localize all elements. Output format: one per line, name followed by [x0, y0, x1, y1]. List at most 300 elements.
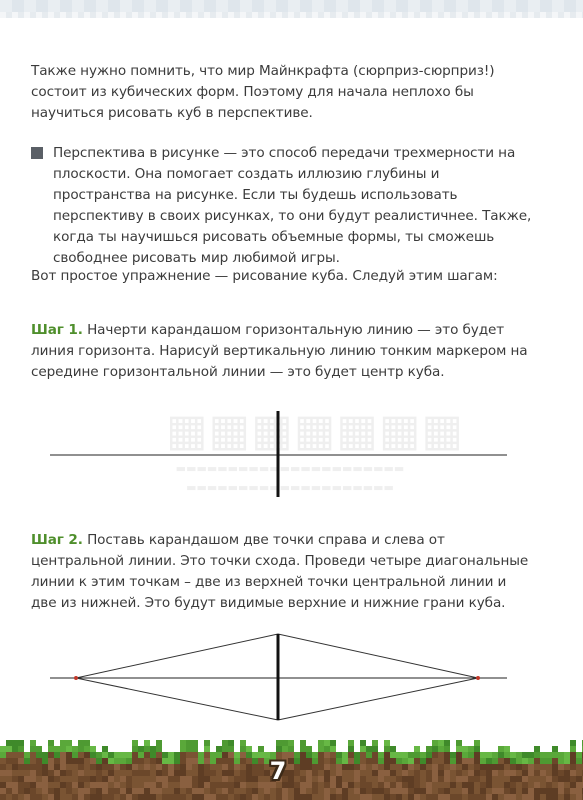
ground-tile: [540, 794, 546, 800]
ground-tile: [444, 752, 450, 758]
ground-tile: [114, 782, 120, 788]
ground-tile: [204, 752, 210, 758]
ground-tile: [234, 770, 240, 776]
ground-tile: [366, 776, 372, 782]
ground-tile: [390, 782, 396, 788]
ground-tile: [492, 764, 498, 770]
ground-tile: [84, 764, 90, 770]
ground-tile: [276, 794, 282, 800]
ground-tile: [192, 746, 198, 752]
ground-tile: [6, 746, 12, 752]
ground-tile: [72, 764, 78, 770]
ground-tile: [288, 740, 294, 746]
ground-tile: [552, 764, 558, 770]
ground-tile: [492, 758, 498, 764]
ground-tile: [438, 764, 444, 770]
ground-tile: [318, 776, 324, 782]
ground-tile: [474, 794, 480, 800]
ground-tile: [144, 752, 150, 758]
ground-tile: [552, 758, 558, 764]
ground-tile: [480, 776, 486, 782]
ground-tile: [90, 794, 96, 800]
ground-tile: [348, 764, 354, 770]
ground-tile: [384, 776, 390, 782]
ground-tile: [222, 770, 228, 776]
ground-tile: [540, 770, 546, 776]
ground-tile: [60, 782, 66, 788]
ground-tile: [48, 758, 54, 764]
ground-tile: [162, 788, 168, 794]
ground-tile: [132, 758, 138, 764]
ground-tile: [312, 788, 318, 794]
ground-tile: [6, 776, 12, 782]
ground-tile: [378, 776, 384, 782]
ground-tile: [384, 770, 390, 776]
ground-tile: [408, 782, 414, 788]
ground-tile: [234, 782, 240, 788]
ground-tile: [402, 752, 408, 758]
ground-tile: [330, 758, 336, 764]
ground-tile: [156, 782, 162, 788]
ground-tile: [390, 794, 396, 800]
ground-tile: [210, 770, 216, 776]
ground-tile: [222, 746, 228, 752]
ground-tile: [318, 764, 324, 770]
ground-tile: [330, 788, 336, 794]
ground-tile: [504, 770, 510, 776]
ground-tile: [420, 764, 426, 770]
ground-tile: [534, 776, 540, 782]
ground-tile: [156, 764, 162, 770]
ground-tile: [162, 794, 168, 800]
ground-tile: [522, 752, 528, 758]
ground-tile: [6, 752, 12, 758]
ground-tile: [396, 776, 402, 782]
ground-tile: [306, 758, 312, 764]
ground-tile: [408, 776, 414, 782]
ground-tile: [240, 776, 246, 782]
ground-tile: [396, 794, 402, 800]
ground-tile: [564, 788, 570, 794]
ground-tile: [192, 770, 198, 776]
ground-tile: [138, 788, 144, 794]
ground-tile: [468, 782, 474, 788]
ground-tile: [558, 776, 564, 782]
ground-tile: [54, 746, 60, 752]
ground-tile: [486, 776, 492, 782]
ground-tile: [396, 782, 402, 788]
ground-tile: [324, 788, 330, 794]
ground-tile: [144, 758, 150, 764]
ground-tile: [504, 764, 510, 770]
ground-tile: [30, 746, 36, 752]
ground-tile: [108, 782, 114, 788]
ground-tile: [498, 764, 504, 770]
ground-tile: [90, 758, 96, 764]
ground-tile: [360, 776, 366, 782]
ground-tile: [534, 788, 540, 794]
ground-tile: [180, 758, 186, 764]
ground-tile: [540, 782, 546, 788]
ground-tile: [108, 788, 114, 794]
ground-tile: [366, 782, 372, 788]
ground-tile: [486, 794, 492, 800]
ground-tile: [474, 782, 480, 788]
ground-tile: [372, 752, 378, 758]
ground-tile: [150, 788, 156, 794]
ground-tile: [6, 788, 12, 794]
ground-tile: [138, 764, 144, 770]
ground-tile: [396, 764, 402, 770]
ground-tile: [156, 758, 162, 764]
ground-tile: [312, 782, 318, 788]
ground-tile: [246, 788, 252, 794]
left-vanishing-point: [74, 676, 78, 680]
ground-tile: [12, 758, 18, 764]
ground-tile: [570, 770, 576, 776]
ground-tile: [324, 746, 330, 752]
ground-tile: [144, 746, 150, 752]
ground-tile: [60, 788, 66, 794]
ground-tile: [210, 788, 216, 794]
ground-tile: [24, 764, 30, 770]
ground-tile: [474, 776, 480, 782]
ground-tile: [420, 758, 426, 764]
ground-tile: [12, 764, 18, 770]
ground-tile: [426, 788, 432, 794]
ground-tile: [504, 776, 510, 782]
ground-tile: [384, 764, 390, 770]
ground-tile: [474, 788, 480, 794]
ground-tile: [294, 770, 300, 776]
ground-tile: [426, 764, 432, 770]
ground-tile: [192, 764, 198, 770]
ground-tile: [96, 782, 102, 788]
ground-tile: [438, 776, 444, 782]
ground-tile: [402, 794, 408, 800]
ground-tile: [132, 782, 138, 788]
ground-tile: [18, 782, 24, 788]
ground-tile: [480, 794, 486, 800]
ground-tile: [492, 752, 498, 758]
ground-tile: [42, 776, 48, 782]
ground-tile: [570, 776, 576, 782]
ground-tile: [168, 758, 174, 764]
ground-tile: [336, 794, 342, 800]
ground-tile: [540, 758, 546, 764]
ground-tile: [288, 788, 294, 794]
ground-tile: [54, 782, 60, 788]
ground-tile: [534, 752, 540, 758]
ground-tile: [300, 788, 306, 794]
ground-tile: [18, 746, 24, 752]
ground-tile: [480, 770, 486, 776]
ground-tile: [378, 782, 384, 788]
ground-tile: [252, 776, 258, 782]
ground-tile: [258, 788, 264, 794]
exercise-intro: Вот простое упражнение — рисование куба. Следуй этим шагам:: [31, 268, 498, 284]
ground-tile: [342, 764, 348, 770]
ground-tile: [558, 782, 564, 788]
ground-tile: [66, 758, 72, 764]
ground-tile: [348, 794, 354, 800]
ground-tile: [216, 746, 222, 752]
ground-tile: [156, 770, 162, 776]
ground-tile: [60, 752, 66, 758]
ground-tile: [354, 788, 360, 794]
ground-tile: [18, 770, 24, 776]
ground-tile: [60, 740, 66, 746]
step-2: [31, 530, 531, 614]
ground-tile: [228, 770, 234, 776]
ground-tile: [366, 788, 372, 794]
ground-tile: [240, 788, 246, 794]
ground-tile: [534, 782, 540, 788]
ground-tile: [78, 776, 84, 782]
ground-tile: [126, 782, 132, 788]
ground-tile: [558, 794, 564, 800]
ground-tile: [210, 758, 216, 764]
ground-tile: [162, 776, 168, 782]
ground-tile: [438, 782, 444, 788]
ground-tile: [54, 770, 60, 776]
ground-tile: [498, 782, 504, 788]
ground-tile: [498, 770, 504, 776]
ground-tile: [12, 782, 18, 788]
ground-tile: [24, 758, 30, 764]
ground-tile: [318, 740, 324, 746]
ground-tile: [378, 758, 384, 764]
ground-tile: [54, 752, 60, 758]
ground-tile: [468, 764, 474, 770]
diagonal-bottom-right: [278, 678, 478, 720]
ground-tile: [162, 752, 168, 758]
ground-tile: [126, 788, 132, 794]
ground-tile: [426, 794, 432, 800]
ground-tile: [150, 758, 156, 764]
ground-tile: [0, 794, 6, 800]
ground-tile: [558, 770, 564, 776]
ground-tile: [282, 740, 288, 746]
ground-tile: [174, 752, 180, 758]
ground-tile: [390, 764, 396, 770]
ground-tile: [516, 794, 522, 800]
ground-tile: [306, 764, 312, 770]
ground-tile: [114, 788, 120, 794]
ground-tile: [216, 764, 222, 770]
ground-tile: [468, 752, 474, 758]
ground-tile: [150, 752, 156, 758]
ground-tile: [498, 788, 504, 794]
ground-tile: [72, 746, 78, 752]
ground-tile: [198, 788, 204, 794]
ground-tile: [180, 752, 186, 758]
ground-tile: [306, 782, 312, 788]
ground-tile: [420, 776, 426, 782]
ground-tile: [504, 794, 510, 800]
ground-tile: [390, 770, 396, 776]
ground-tile: [0, 764, 6, 770]
ground-tile: [36, 776, 42, 782]
ground-tile: [186, 776, 192, 782]
ground-tile: [6, 764, 12, 770]
ground-tile: [186, 746, 192, 752]
ground-tile: [318, 794, 324, 800]
ground-tile: [198, 764, 204, 770]
ground-tile: [126, 752, 132, 758]
ground-tile: [300, 782, 306, 788]
ground-tile: [342, 788, 348, 794]
ground-tile: [510, 776, 516, 782]
ground-tile: [210, 752, 216, 758]
ground-tile: [516, 764, 522, 770]
ground-tile: [300, 776, 306, 782]
ground-tile: [426, 782, 432, 788]
ground-tile: [42, 770, 48, 776]
ground-tile: [576, 770, 582, 776]
ground-tile: [156, 788, 162, 794]
ground-tile: [150, 764, 156, 770]
ground-tile: [36, 794, 42, 800]
ground-tile: [102, 758, 108, 764]
ground-tile: [486, 782, 492, 788]
ground-tile: [462, 764, 468, 770]
ground-tile: [336, 770, 342, 776]
ground-tile: [192, 752, 198, 758]
ground-tile: [438, 788, 444, 794]
ground-tile: [468, 758, 474, 764]
ground-tile: [366, 752, 372, 758]
ground-tile: [222, 776, 228, 782]
ground-tile: [528, 770, 534, 776]
ground-tile: [108, 770, 114, 776]
ground-tile: [204, 764, 210, 770]
ground-tile: [240, 782, 246, 788]
ground-tile: [552, 746, 558, 752]
ground-tile: [168, 794, 174, 800]
ground-tile: [114, 764, 120, 770]
ground-tile: [174, 770, 180, 776]
ground-tile: [222, 782, 228, 788]
ground-tile: [246, 782, 252, 788]
ground-tile: [366, 794, 372, 800]
ground-tile: [30, 764, 36, 770]
ground-tile: [462, 758, 468, 764]
ground-tile: [264, 788, 270, 794]
ground-tile: [66, 782, 72, 788]
ground-tile: [276, 740, 282, 746]
ground-tile: [186, 770, 192, 776]
ground-tile: [72, 776, 78, 782]
ground-tile: [504, 752, 510, 758]
ground-tile: [84, 740, 90, 746]
ground-tile: [66, 770, 72, 776]
ground-tile: [432, 746, 438, 752]
ground-tile: [72, 788, 78, 794]
step-2-figure: [0, 628, 583, 728]
ground-tile: [12, 788, 18, 794]
ground-tile: [36, 764, 42, 770]
ground-tile: [72, 770, 78, 776]
ground-tile: [192, 788, 198, 794]
ground-tile: [228, 740, 234, 746]
ground-tile: [558, 758, 564, 764]
ground-tile: [66, 746, 72, 752]
ground-tile: [252, 764, 258, 770]
ground-tile: [522, 794, 528, 800]
ground-tile: [246, 758, 252, 764]
ground-tile: [66, 764, 72, 770]
ground-tile: [18, 752, 24, 758]
ground-tile: [288, 794, 294, 800]
ground-tile: [102, 764, 108, 770]
ground-tile: [486, 788, 492, 794]
ground-tile: [138, 752, 144, 758]
ground-tile: [474, 764, 480, 770]
ground-tile: [144, 776, 150, 782]
ground-tile: [120, 770, 126, 776]
ground-tile: [426, 776, 432, 782]
ground-tile: [384, 758, 390, 764]
ground-tile: [252, 782, 258, 788]
ground-tile: [30, 794, 36, 800]
ground-tile: [228, 746, 234, 752]
ground-tile: [420, 794, 426, 800]
ground-tile: [180, 794, 186, 800]
ground-tile: [534, 764, 540, 770]
ground-tile: [90, 776, 96, 782]
ground-tile: [522, 776, 528, 782]
ground-tile: [12, 776, 18, 782]
ground-tile: [138, 758, 144, 764]
ground-tile: [534, 746, 540, 752]
ground-tile: [78, 740, 84, 746]
ground-tile: [216, 788, 222, 794]
ground-tile: [498, 776, 504, 782]
ground-tile: [48, 776, 54, 782]
ground-tile: [540, 752, 546, 758]
ground-tile: [456, 764, 462, 770]
ground-tile: [42, 764, 48, 770]
ground-tile: [30, 788, 36, 794]
ground-tile: [180, 746, 186, 752]
ground-tile: [72, 758, 78, 764]
ground-tile: [420, 782, 426, 788]
ground-tile: [546, 776, 552, 782]
ground-tile: [186, 794, 192, 800]
ground-tile: [120, 794, 126, 800]
ground-tile: [240, 794, 246, 800]
ground-tile: [36, 758, 42, 764]
ground-tile: [102, 752, 108, 758]
ground-tile: [48, 746, 54, 752]
ground-tile: [18, 794, 24, 800]
ground-tile: [132, 752, 138, 758]
ground-tile: [102, 746, 108, 752]
ground-tile: [90, 752, 96, 758]
ground-tile: [474, 746, 480, 752]
ground-tile: [18, 776, 24, 782]
ground-tile: [516, 776, 522, 782]
ground-tile: [36, 752, 42, 758]
ground-tile: [570, 740, 576, 746]
ground-tile: [432, 782, 438, 788]
ground-tile: [450, 788, 456, 794]
ground-tile: [204, 740, 210, 746]
ground-tile: [198, 758, 204, 764]
ground-tile: [54, 788, 60, 794]
ground-tile: [60, 758, 66, 764]
